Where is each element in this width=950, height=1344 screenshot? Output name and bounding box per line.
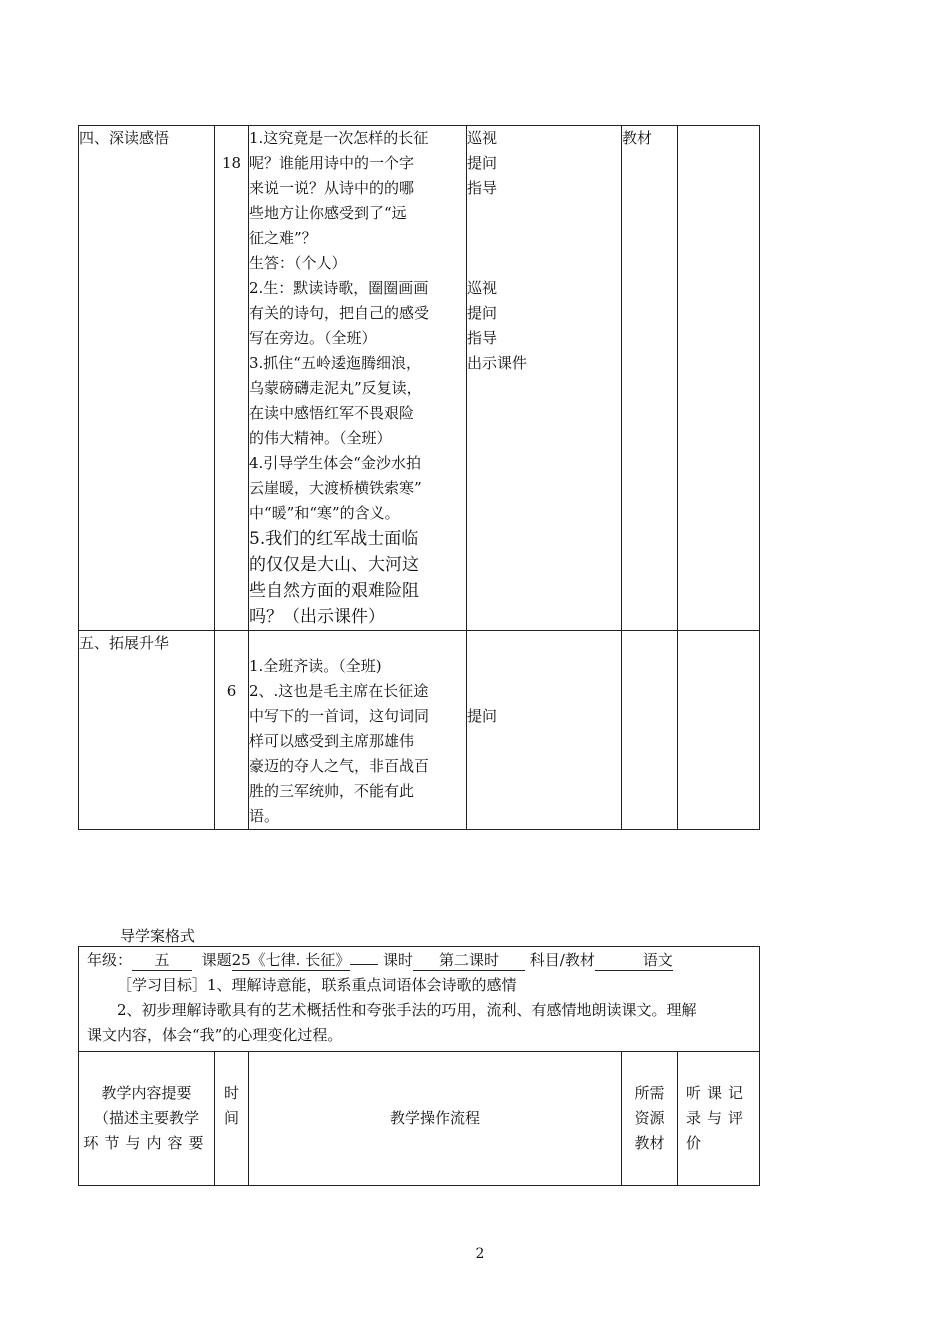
flow-line: 写在旁边。（全班）: [249, 329, 377, 347]
lesson-meta-cell: [79, 947, 760, 1052]
resource-cell: [622, 126, 678, 631]
lesson-plan-template-table: [78, 946, 760, 1186]
flow-line: 2、.这也是毛主席在长征途: [249, 682, 429, 700]
flow-line: 3.抓住“五岭逶迤腾细浪，: [249, 354, 421, 372]
teacher-activity: 巡视: [467, 129, 498, 147]
goal-line: 2、初步理解诗歌具有的艺术概括性和夸张手法的巧用，流利、有感情地朗读课文。理解: [117, 1001, 697, 1019]
header-line: 录与评: [686, 1109, 750, 1127]
teacher-activity: 出示课件: [467, 354, 528, 372]
header-line: 环节与内容要: [83, 1134, 210, 1152]
goal-line: 课文内容，体会“我”的心理变化过程。: [87, 1026, 343, 1044]
lesson-label: 课题: [201, 951, 232, 969]
lesson-blank: [350, 964, 378, 965]
flow-line: 有关的诗句，把自己的感受: [249, 304, 430, 322]
stage-cell: [79, 126, 215, 631]
minutes-cell: [215, 126, 249, 631]
lesson-meta-line: [87, 948, 751, 973]
flow-line: 呢？谁能用诗中的一个字: [249, 154, 415, 172]
header-content-summary: [79, 1052, 215, 1186]
section-title: 导学案格式: [120, 927, 196, 945]
header-resource: [622, 1052, 678, 1186]
notes-cell: [678, 631, 760, 830]
flow-line-large: 5.我们的红军战士面临: [249, 529, 419, 549]
table-row: [79, 126, 760, 631]
flow-line: 生答：（个人）: [249, 254, 347, 272]
teacher-activity-cell: [467, 126, 622, 631]
flow-line: 2.生：默读诗歌，圈圈画画: [249, 279, 429, 297]
flow-line: 豪迈的夺人之气，非百战百: [249, 757, 430, 775]
flow-cell: [249, 126, 467, 631]
flow-line: 乌蒙磅礴走泥丸”反复读，: [249, 379, 422, 397]
header-line: 教学内容提要: [101, 1084, 192, 1102]
header-line: 教材: [634, 1134, 665, 1152]
header-notes: [678, 1052, 760, 1186]
flow-line-large: 的仅仅是大山、大河这: [249, 555, 419, 575]
header-line: 听课记: [686, 1084, 750, 1102]
page-number: 2: [475, 1246, 485, 1262]
teacher-activity: 提问: [467, 707, 498, 725]
resource-cell: [622, 631, 678, 830]
resource-value: 教材: [622, 129, 653, 147]
minutes-value: 18: [221, 154, 242, 172]
flow-cell: [249, 631, 467, 830]
lesson-value: 25《七律. 长征》: [231, 951, 351, 969]
header-line: 资源: [634, 1109, 665, 1127]
minutes-cell: [215, 631, 249, 830]
header-line: 所需: [634, 1084, 665, 1102]
flow-line: 在读中感悟红军不畏艰险: [249, 404, 415, 422]
header-line: 时: [223, 1084, 239, 1102]
header-flow: [249, 1052, 622, 1186]
period-value: 第二课时: [413, 950, 525, 971]
flow-line: 4.引导学生体会“金沙水拍: [249, 454, 421, 472]
subject-label: 科目/教材: [529, 951, 595, 969]
header-line: 价: [686, 1134, 702, 1152]
teacher-activity: 指导: [467, 179, 498, 197]
flow-line: 来说一说？从诗中的的哪: [249, 179, 415, 197]
period-label: 课时: [382, 951, 413, 969]
header-line: （描述主要教学: [93, 1109, 199, 1127]
teacher-activity: 指导: [467, 329, 498, 347]
flow-line: 胜的三军统帅，不能有此: [249, 782, 415, 800]
flow-line: 征之难”？: [249, 229, 317, 247]
grade-label: 年级：: [87, 951, 133, 969]
flow-line: 1.这究竟是一次怎样的长征: [249, 129, 429, 147]
stage-cell: [79, 631, 215, 830]
subject-value: 语文: [595, 950, 673, 971]
teacher-activity: 巡视: [467, 279, 498, 297]
flow-line: 中“暖”和“寒”的含义。: [249, 504, 400, 522]
header-line: 教学操作流程: [389, 1109, 480, 1127]
flow-line-large: 吗？（出示课件）: [249, 607, 385, 627]
minutes-value: 6: [226, 682, 237, 700]
flow-line: 的伟大精神。（全班）: [249, 429, 392, 447]
flow-line: 中写下的一首词，这句词同: [249, 707, 430, 725]
stage-label: 五、拓展升华: [79, 634, 170, 652]
notes-cell: [678, 126, 760, 631]
grade-value: 五: [132, 950, 192, 971]
stage-label: 四、深读感悟: [79, 129, 170, 147]
flow-line: 样可以感受到主席那雄伟: [249, 732, 415, 750]
teacher-activity: 提问: [467, 304, 498, 322]
flow-line: 些地方让你感受到了“远: [249, 204, 407, 222]
header-time: [215, 1052, 249, 1186]
lesson-plan-table-continued: [78, 125, 760, 830]
table-header-row: [79, 1052, 760, 1186]
flow-line-large: 些自然方面的艰难险阻: [249, 581, 419, 601]
header-line: 间: [223, 1109, 239, 1127]
flow-line: 语。: [249, 807, 280, 825]
flow-line: 云崖暖，大渡桥横铁索寒”: [249, 479, 422, 497]
goal-line: ［学习目标］1、理解诗意能，联系重点词语体会诗歌的感情: [117, 976, 517, 994]
teacher-activity-cell: [467, 631, 622, 830]
teacher-activity: 提问: [467, 154, 498, 172]
flow-line: 1.全班齐读。（全班): [249, 657, 382, 675]
table-row: [79, 631, 760, 830]
table-row: [79, 947, 760, 1052]
